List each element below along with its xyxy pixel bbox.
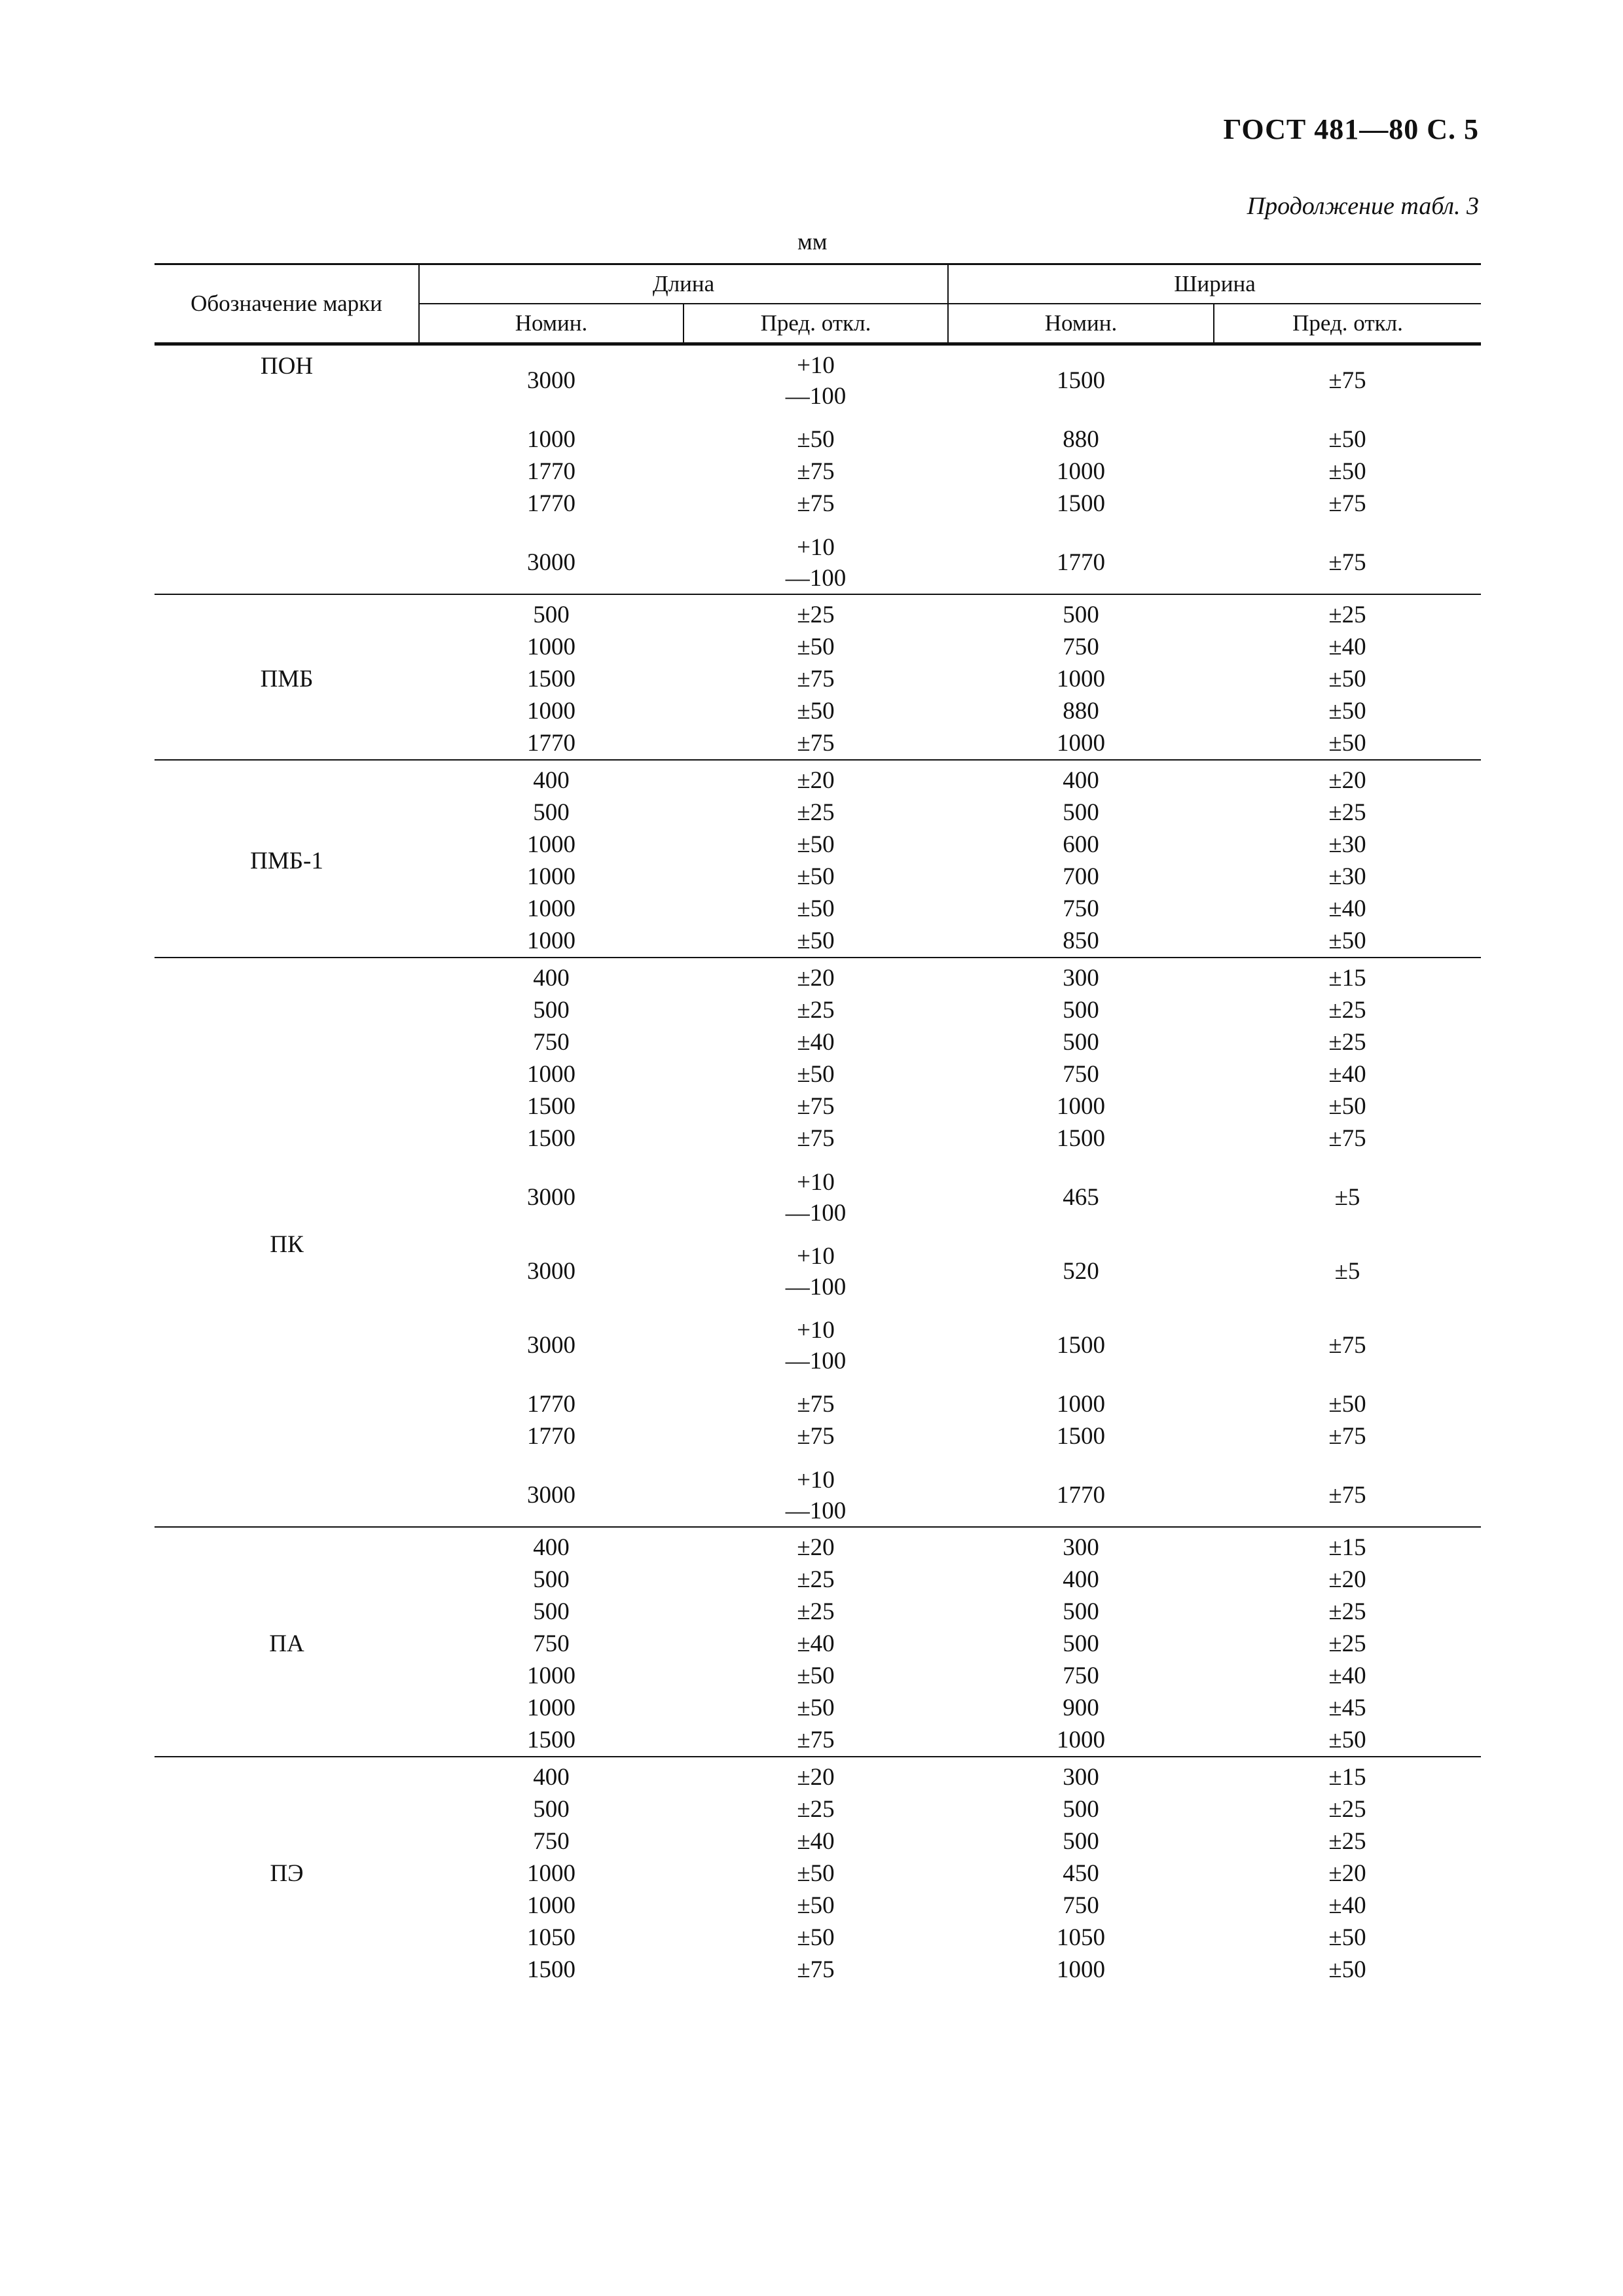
width-tolerance-cell: ±75: [1328, 1423, 1366, 1450]
length-nominal-cell: 3000: [527, 1332, 575, 1359]
column-header-width-tolerance: Пред. откл.: [1214, 304, 1481, 344]
width-nominal-cell: 850: [948, 925, 1214, 958]
length-tolerance-cell: ±40: [797, 1630, 835, 1657]
width-nominal-cell: 500: [1063, 1029, 1099, 1056]
length-tolerance-cell: ±75: [684, 1724, 948, 1757]
width-tolerance-cell: ±5: [1334, 1258, 1360, 1285]
length-nominal-cell: 1000: [527, 1860, 575, 1887]
width-tolerance-cell: ±25: [1328, 1598, 1366, 1625]
width-tolerance-cell: ±15: [1328, 1764, 1366, 1791]
length-tolerance-cell: ±50: [797, 1695, 835, 1721]
width-tolerance-cell: ±25: [1328, 601, 1366, 628]
width-nominal-cell: 1000: [1057, 1093, 1105, 1120]
length-tolerance-cell: ±75: [797, 1125, 835, 1152]
length-nominal-cell: 1000: [527, 831, 575, 858]
width-tolerance-cell: ±50: [1214, 1724, 1481, 1757]
width-nominal-cell: 1000: [948, 1724, 1214, 1757]
width-nominal-cell: 1500: [1057, 1332, 1105, 1359]
width-nominal-cell: 500: [1063, 1598, 1099, 1625]
length-nominal-cell: 1770: [527, 1423, 575, 1450]
length-tolerance-cell: [684, 1452, 948, 1527]
width-tolerance-cell: ±25: [1328, 799, 1366, 826]
length-nominal-cell: 3000: [527, 1258, 575, 1285]
units-label: мм: [797, 228, 828, 255]
width-nominal-cell: 1050: [1057, 1924, 1105, 1951]
length-tolerance-cell: ±25: [797, 1566, 835, 1593]
tolerance-lower: —100: [785, 1273, 847, 1300]
mark-cell: ПЭ: [270, 1860, 304, 1887]
width-nominal-cell: 600: [1063, 831, 1099, 858]
length-nominal-cell: 750: [533, 1828, 570, 1855]
length-nominal-cell: 500: [533, 1796, 570, 1823]
length-nominal-cell: 1000: [527, 426, 575, 453]
tolerance-lower: —100: [785, 564, 847, 592]
page-header: ГОСТ 481—80 С. 5: [1223, 113, 1479, 145]
width-tolerance-cell: ±50: [1328, 426, 1366, 453]
width-nominal-cell: 1000: [1057, 458, 1105, 485]
length-tolerance-cell: ±75: [797, 1423, 835, 1450]
length-nominal-cell: 1000: [527, 634, 575, 660]
width-tolerance-cell: ±50: [1328, 1956, 1366, 1983]
width-nominal-cell: 500: [1063, 799, 1099, 826]
column-header-length-nominal: Номин.: [419, 304, 684, 344]
length-nominal-cell: 1000: [419, 925, 684, 958]
width-tolerance-cell: ±40: [1328, 1061, 1366, 1088]
length-tolerance-cell: ±25: [797, 1796, 835, 1823]
length-nominal-cell: 3000: [527, 1184, 575, 1211]
length-tolerance-cell: ±75: [797, 1956, 835, 1983]
length-nominal-cell: 3000: [527, 367, 575, 394]
width-nominal-cell: 465: [1063, 1184, 1099, 1211]
length-nominal-cell: 1770: [527, 458, 575, 485]
width-nominal-cell: 500: [1063, 1630, 1099, 1657]
width-tolerance-cell: ±15: [1328, 1534, 1366, 1561]
table-row: [155, 594, 1481, 631]
length-tolerance-cell: ±50: [797, 1860, 835, 1887]
length-nominal-cell: 500: [533, 601, 570, 628]
width-nominal-cell: 750: [1063, 634, 1099, 660]
length-nominal-cell: 1770: [527, 490, 575, 517]
length-tolerance-cell: ±75: [797, 1391, 835, 1418]
width-nominal-cell: 1000: [948, 727, 1214, 760]
length-tolerance-cell: ±75: [797, 490, 835, 517]
width-tolerance-cell: ±5: [1334, 1184, 1360, 1211]
width-nominal-cell: 300: [1063, 965, 1099, 992]
length-tolerance-cell: ±75: [797, 458, 835, 485]
width-tolerance-cell: ±25: [1328, 1029, 1366, 1056]
width-tolerance-cell: ±40: [1328, 1892, 1366, 1919]
length-tolerance-cell: ±40: [797, 1828, 835, 1855]
tolerance-upper: +10: [797, 1466, 835, 1494]
column-header-mark: Обозначение марки: [155, 264, 419, 344]
width-tolerance-cell: ±20: [1328, 1860, 1366, 1887]
length-nominal-cell: 500: [533, 1566, 570, 1593]
table-row: [155, 344, 1481, 412]
length-tolerance-cell: ±50: [797, 831, 835, 858]
width-nominal-cell: 700: [1063, 863, 1099, 890]
dimensions-table: [155, 263, 1481, 1986]
width-tolerance-cell: ±25: [1328, 997, 1366, 1024]
column-header-length: Длина: [419, 264, 948, 304]
width-tolerance-cell: ±75: [1328, 490, 1366, 517]
width-tolerance-cell: ±50: [1214, 925, 1481, 958]
length-nominal-cell: 1000: [527, 698, 575, 725]
column-header-width-nominal: Номин.: [948, 304, 1214, 344]
width-nominal-cell: 300: [1063, 1764, 1099, 1791]
length-nominal-cell: 1000: [527, 1695, 575, 1721]
width-nominal-cell: 750: [1063, 1662, 1099, 1689]
column-header-width: Ширина: [948, 264, 1481, 304]
length-tolerance-cell: [684, 344, 948, 412]
width-tolerance-cell: ±25: [1328, 1630, 1366, 1657]
mark-cell: ПК: [155, 958, 419, 1527]
length-nominal-cell: 1000: [527, 1892, 575, 1919]
width-nominal-cell: 450: [1063, 1860, 1099, 1887]
tolerance-lower: —100: [785, 1199, 847, 1227]
width-tolerance-cell: ±40: [1328, 895, 1366, 922]
length-nominal-cell: 1000: [527, 863, 575, 890]
width-nominal-cell: 750: [1063, 895, 1099, 922]
length-nominal-cell: 1500: [527, 1956, 575, 1983]
width-nominal-cell: 400: [1063, 1566, 1099, 1593]
width-tolerance-cell: ±75: [1328, 1125, 1366, 1152]
width-nominal-cell: 1000: [1057, 1391, 1105, 1418]
width-tolerance-cell: ±40: [1328, 1662, 1366, 1689]
width-tolerance-cell: ±50: [1214, 727, 1481, 760]
length-tolerance-cell: ±50: [797, 863, 835, 890]
width-tolerance-cell: ±25: [1328, 1796, 1366, 1823]
length-nominal-cell: 400: [533, 767, 570, 794]
width-nominal-cell: 750: [1063, 1061, 1099, 1088]
width-tolerance-cell: ±50: [1328, 1093, 1366, 1120]
tolerance-upper: +10: [797, 1168, 835, 1196]
table-row: [155, 1527, 1481, 1564]
length-nominal-cell: 400: [533, 1534, 570, 1561]
width-tolerance-cell: ±50: [1328, 1391, 1366, 1418]
width-tolerance-cell: ±75: [1328, 367, 1366, 394]
width-tolerance-cell: ±50: [1328, 666, 1366, 692]
length-tolerance-cell: ±75: [797, 666, 835, 692]
length-tolerance-cell: ±50: [797, 426, 835, 453]
table-row: [155, 760, 1481, 797]
length-nominal-cell: 1000: [527, 1662, 575, 1689]
width-nominal-cell: 500: [1063, 1796, 1099, 1823]
tolerance-lower: —100: [785, 382, 847, 410]
length-nominal-cell: 1500: [527, 666, 575, 692]
length-nominal-cell: 1500: [527, 1125, 575, 1152]
tolerance-lower: —100: [785, 1347, 847, 1374]
length-tolerance-cell: ±25: [797, 799, 835, 826]
length-tolerance-cell: ±50: [684, 925, 948, 958]
width-nominal-cell: 1770: [948, 520, 1214, 594]
mark-cell: ПОН: [155, 344, 419, 595]
width-nominal-cell: 500: [1063, 1828, 1099, 1855]
length-tolerance-cell: ±50: [797, 1924, 835, 1951]
length-tolerance-cell: ±75: [797, 1093, 835, 1120]
width-tolerance-cell: ±40: [1328, 634, 1366, 660]
tolerance-upper: +10: [797, 1316, 835, 1344]
table-row: [155, 1757, 1481, 1793]
length-nominal-cell: 1000: [527, 1061, 575, 1088]
length-nominal-cell: 1770: [419, 727, 684, 760]
length-nominal-cell: 750: [533, 1630, 570, 1657]
length-tolerance-cell: ±75: [684, 727, 948, 760]
width-nominal-cell: 1500: [1057, 367, 1105, 394]
tolerance-lower: —100: [785, 1497, 847, 1524]
width-tolerance-cell: ±45: [1328, 1695, 1366, 1721]
length-nominal-cell: 500: [533, 799, 570, 826]
length-nominal-cell: 3000: [419, 1452, 684, 1527]
length-tolerance-cell: ±20: [797, 767, 835, 794]
length-nominal-cell: 1000: [527, 895, 575, 922]
width-tolerance-cell: ±20: [1328, 1566, 1366, 1593]
table-row: [155, 958, 1481, 994]
length-nominal-cell: 1500: [419, 1724, 684, 1757]
tolerance-upper: +10: [797, 351, 835, 379]
table-body: [155, 344, 1481, 1986]
length-tolerance-cell: [684, 1302, 948, 1376]
length-tolerance-cell: ±20: [797, 1534, 835, 1561]
width-nominal-cell: 500: [1063, 601, 1099, 628]
length-nominal-cell: 400: [533, 1764, 570, 1791]
width-tolerance-cell: ±25: [1328, 1828, 1366, 1855]
length-tolerance-cell: ±50: [797, 895, 835, 922]
tolerance-upper: +10: [797, 533, 835, 561]
length-tolerance-cell: [684, 1155, 948, 1229]
width-tolerance-cell: ±30: [1328, 863, 1366, 890]
column-header-length-tolerance: Пред. откл.: [684, 304, 948, 344]
length-tolerance-cell: ±50: [797, 634, 835, 660]
width-nominal-cell: 900: [1063, 1695, 1099, 1721]
width-tolerance-cell: ±50: [1328, 1924, 1366, 1951]
mark-cell: ПМБ: [155, 594, 419, 760]
length-tolerance-cell: ±40: [797, 1029, 835, 1056]
width-nominal-cell: 880: [1063, 426, 1099, 453]
length-tolerance-cell: ±20: [797, 965, 835, 992]
width-nominal-cell: 1500: [1057, 1125, 1105, 1152]
length-nominal-cell: 500: [533, 1598, 570, 1625]
width-tolerance-cell: ±15: [1328, 965, 1366, 992]
width-tolerance-cell: ±50: [1328, 698, 1366, 725]
length-tolerance-cell: ±50: [797, 698, 835, 725]
width-tolerance-cell: ±75: [1214, 1452, 1481, 1527]
width-nominal-cell: 1500: [1057, 490, 1105, 517]
width-tolerance-cell: ±50: [1328, 458, 1366, 485]
length-nominal-cell: 400: [533, 965, 570, 992]
width-nominal-cell: 300: [1063, 1534, 1099, 1561]
length-tolerance-cell: ±50: [797, 1061, 835, 1088]
width-nominal-cell: 750: [1063, 1892, 1099, 1919]
width-tolerance-cell: ±75: [1214, 520, 1481, 594]
width-nominal-cell: 1000: [1057, 666, 1105, 692]
table-continuation-caption: Продолжение табл. 3: [1247, 192, 1479, 220]
length-tolerance-cell: ±25: [797, 1598, 835, 1625]
length-nominal-cell: 750: [533, 1029, 570, 1056]
mark-cell: ПМБ-1: [155, 760, 419, 958]
length-nominal-cell: 1050: [527, 1924, 575, 1951]
length-tolerance-cell: ±50: [797, 1662, 835, 1689]
width-tolerance-cell: ±30: [1328, 831, 1366, 858]
tolerance-upper: +10: [797, 1242, 835, 1270]
width-nominal-cell: 400: [1063, 767, 1099, 794]
length-tolerance-cell: ±50: [797, 1892, 835, 1919]
length-nominal-cell: 1770: [527, 1391, 575, 1418]
width-nominal-cell: 520: [1063, 1258, 1099, 1285]
length-nominal-cell: 3000: [419, 520, 684, 594]
length-tolerance-cell: [684, 1229, 948, 1302]
length-tolerance-cell: ±25: [797, 997, 835, 1024]
length-tolerance-cell: ±20: [797, 1764, 835, 1791]
length-nominal-cell: 500: [533, 997, 570, 1024]
width-tolerance-cell: ±75: [1328, 1332, 1366, 1359]
width-nominal-cell: 500: [1063, 997, 1099, 1024]
length-tolerance-cell: ±25: [797, 601, 835, 628]
length-nominal-cell: 1500: [527, 1093, 575, 1120]
width-nominal-cell: 880: [1063, 698, 1099, 725]
length-tolerance-cell: [684, 520, 948, 594]
width-tolerance-cell: ±20: [1328, 767, 1366, 794]
mark-cell: ПА: [155, 1527, 419, 1757]
width-nominal-cell: 1770: [948, 1452, 1214, 1527]
width-nominal-cell: 1000: [1057, 1956, 1105, 1983]
width-nominal-cell: 1500: [1057, 1423, 1105, 1450]
